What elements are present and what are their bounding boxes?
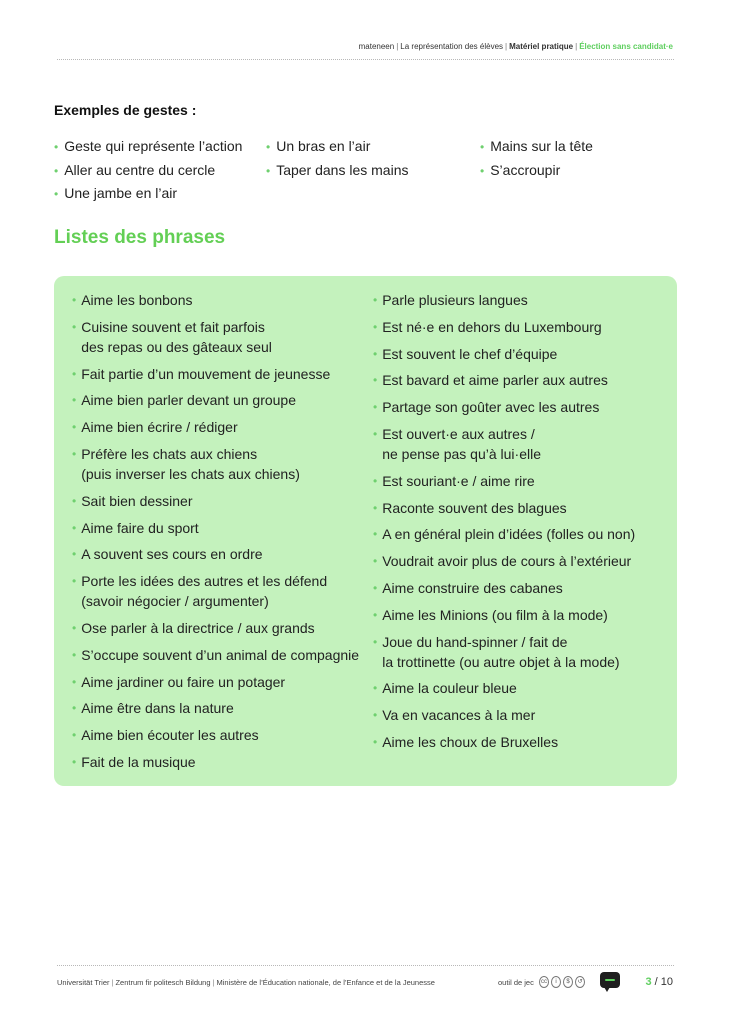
phrase-item-text: A souvent ses cours en ordre (81, 546, 263, 563)
phrase-item (373, 578, 635, 598)
header-divider (57, 59, 674, 60)
bullet-icon: • (373, 607, 378, 622)
gestures-column-3 (480, 138, 593, 185)
bullet-icon: • (72, 293, 77, 307)
bullet-icon: • (72, 366, 77, 381)
gestures-column-1 (54, 138, 242, 209)
bullet-icon: • (72, 493, 77, 508)
header-module: La représentation des élèves (400, 42, 504, 51)
bullet-icon: • (72, 728, 77, 743)
phrase-item (373, 424, 635, 464)
bullet-icon: • (373, 473, 378, 488)
phrase-item-text: Fait de la musique (81, 753, 196, 770)
gesture-item (54, 185, 242, 209)
gesture-item-text: Un bras en l’air (276, 138, 371, 154)
phrase-item-text: Raconte souvent des blagues (382, 499, 567, 516)
bullet-icon: • (54, 140, 59, 154)
bullet-icon: • (72, 420, 77, 435)
footer-partner-2: Zentrum fir politesch Bildung (115, 978, 211, 987)
phrase-item (72, 618, 359, 638)
bullet-icon: • (373, 734, 378, 749)
phrase-item-text: Aime les Minions (ou film à la mode) (382, 606, 608, 623)
header-category: Matériel pratique (509, 42, 574, 51)
gesture-item-text: Taper dans les mains (276, 161, 409, 178)
bullet-icon: • (373, 346, 378, 361)
bullet-icon: • (480, 140, 485, 154)
gesture-item (266, 138, 409, 162)
phrase-item-text: Aime bien écouter les autres (81, 727, 259, 744)
phrase-item-text: Est bavard et aime parler aux autres (382, 372, 608, 389)
phrase-item-text: Va en vacances à la mer (382, 707, 536, 724)
bullet-icon: • (266, 163, 271, 178)
bullet-icon: • (72, 520, 77, 535)
bullet-icon: • (373, 293, 378, 307)
phrase-item (373, 632, 635, 672)
bullet-icon: • (72, 620, 77, 635)
gesture-item-text: S’accroupir (490, 161, 561, 178)
bullet-icon: • (373, 554, 378, 569)
phrase-item-text: Est souriant·e / aime rire (382, 472, 535, 489)
phrase-item (72, 672, 359, 692)
bullet-icon: • (72, 574, 77, 589)
cc-by-nc-sa-icon: cc i $ ↺ (539, 975, 585, 988)
phrase-item (72, 491, 359, 511)
bullet-icon: • (72, 319, 77, 334)
phrase-item-text: Ose parler à la directrice / aux grands (81, 619, 315, 636)
bullet-icon: • (373, 426, 378, 441)
phrase-item-text: Aime les bonbons (81, 292, 193, 308)
phrase-item (72, 571, 359, 611)
gesture-item (480, 162, 593, 186)
phrase-item (373, 397, 635, 417)
bullet-icon: • (373, 580, 378, 595)
phrase-item (72, 725, 359, 745)
bullet-icon: • (72, 647, 77, 662)
gesture-item-text: Mains sur la tête (490, 138, 593, 154)
phrase-item (373, 290, 635, 310)
chat-bubble-icon (600, 972, 620, 988)
gesture-item (54, 138, 242, 162)
gesture-item (266, 162, 409, 186)
bullet-icon: • (72, 754, 77, 769)
phrase-item-text: Aime la couleur bleue (382, 680, 517, 697)
bullet-icon: • (373, 400, 378, 415)
phrase-item-text: Voudrait avoir plus de cours à l’extérieur (382, 553, 632, 570)
phrase-item-text: Sait bien dessiner (81, 492, 193, 509)
phrase-item (72, 390, 359, 410)
phrase-item (373, 732, 635, 752)
phrases-left-column (72, 290, 359, 779)
phrase-item (72, 645, 359, 665)
gesture-item-text: Aller au centre du cercle (64, 161, 216, 178)
gestures-title: Exemples de gestes : (54, 102, 197, 118)
footer-divider (57, 965, 674, 966)
gesture-item (480, 138, 593, 162)
phrase-item (373, 370, 635, 390)
phrase-item (373, 317, 635, 337)
page-current: 3 (645, 976, 652, 988)
bullet-icon: • (72, 446, 77, 461)
bullet-icon: • (72, 547, 77, 562)
phrase-item (72, 364, 359, 384)
phrase-item (373, 678, 635, 698)
phrase-item (72, 290, 359, 310)
phrase-item-text: Aime jardiner ou faire un potager (81, 673, 286, 690)
phrases-right-column (373, 290, 635, 759)
bullet-icon: • (373, 373, 378, 388)
phrase-item (72, 518, 359, 538)
phrase-item (72, 698, 359, 718)
phrase-item (373, 605, 635, 625)
phrase-item (373, 344, 635, 364)
bullet-icon: • (72, 393, 77, 408)
phrase-item (72, 544, 359, 564)
phrase-item-text: A en général plein d’idées (folles ou non) (382, 526, 636, 543)
phrase-item-text: Fait partie d’un mouvement de jeunesse (81, 365, 331, 382)
bullet-icon: • (72, 674, 77, 689)
gesture-item-text: Geste qui représente l’action (64, 138, 243, 154)
phrase-item-text: Parle plusieurs langues (382, 292, 528, 308)
footer-tool: outil de jec (498, 978, 534, 987)
bullet-icon: • (54, 163, 59, 178)
phrase-item (72, 317, 359, 357)
gesture-item (54, 162, 242, 186)
phrase-item (72, 417, 359, 437)
bullet-icon: • (373, 319, 378, 334)
phrase-item-text: Aime bien écrire / rédiger (81, 419, 238, 436)
page-header: mateneen | La représentation des élèves | Matériel pratique | Élection sans candidat·e (358, 42, 673, 51)
bullet-icon: • (54, 187, 59, 201)
phrase-item-text: Partage son goûter avec les autres (382, 399, 600, 416)
bullet-icon: • (373, 634, 378, 649)
phrase-item-text: Aime construire des cabanes (382, 579, 563, 596)
phrase-item (373, 551, 635, 571)
bullet-icon: • (373, 708, 378, 723)
phrase-item-text: Aime bien parler devant un groupe (81, 392, 297, 409)
phrases-title: Listes des phrases (54, 227, 226, 248)
phrase-item-text: Aime être dans la nature (81, 700, 234, 717)
footer-partner-3: Ministère de l’Éducation nationale, de l’Enfance et de la Jeunesse (216, 978, 435, 987)
phrase-item (373, 524, 635, 544)
phrase-item-text: Est ouvert·e aux autres / ne pense pas qu’à lui·elle (382, 425, 541, 462)
bullet-icon: • (480, 163, 485, 178)
footer-partner-1: Universität Trier (57, 978, 110, 987)
page-total: / 10 (654, 976, 673, 988)
bullet-icon: • (373, 527, 378, 542)
bullet-icon: • (373, 500, 378, 515)
bullet-icon: • (266, 140, 271, 154)
phrase-item-text: Est souvent le chef d’équipe (382, 345, 558, 362)
phrase-item (373, 498, 635, 518)
bullet-icon: • (373, 681, 378, 696)
phrase-item (72, 444, 359, 484)
phrase-item-text: Aime faire du sport (81, 519, 199, 536)
footer-partners: Universität Trier | Zentrum fir politesch Bildung | Ministère de l’Éducation nationale, de l’Enfance et de la Jeunesse (57, 978, 435, 987)
gestures-column-2 (266, 138, 409, 185)
header-project: mateneen (358, 42, 395, 51)
phrase-item (373, 705, 635, 725)
phrase-item-text: Préfère les chats aux chiens (puis inverser les chats aux chiens) (81, 445, 300, 482)
page-counter (645, 976, 673, 988)
bullet-icon: • (72, 701, 77, 716)
phrase-item-text: Est né·e en dehors du Luxembourg (382, 318, 602, 335)
phrase-item-text: Porte les idées des autres et les défend (savoir négocier / argumenter) (81, 573, 328, 610)
header-activity: Élection sans candidat·e (579, 42, 673, 51)
phrase-item-text: S’occupe souvent d’un animal de compagnie (81, 646, 360, 663)
phrase-item (373, 471, 635, 491)
phrase-item-text: Joue du hand-spinner / fait de la trottinette (ou autre objet à la mode) (382, 633, 620, 670)
phrase-item (72, 752, 359, 772)
phrase-item-text: Cuisine souvent et fait parfois des repas ou des gâteaux seul (81, 318, 272, 355)
phrase-item-text: Aime les choux de Bruxelles (382, 733, 559, 750)
gesture-item-text: Une jambe en l’air (64, 185, 178, 201)
